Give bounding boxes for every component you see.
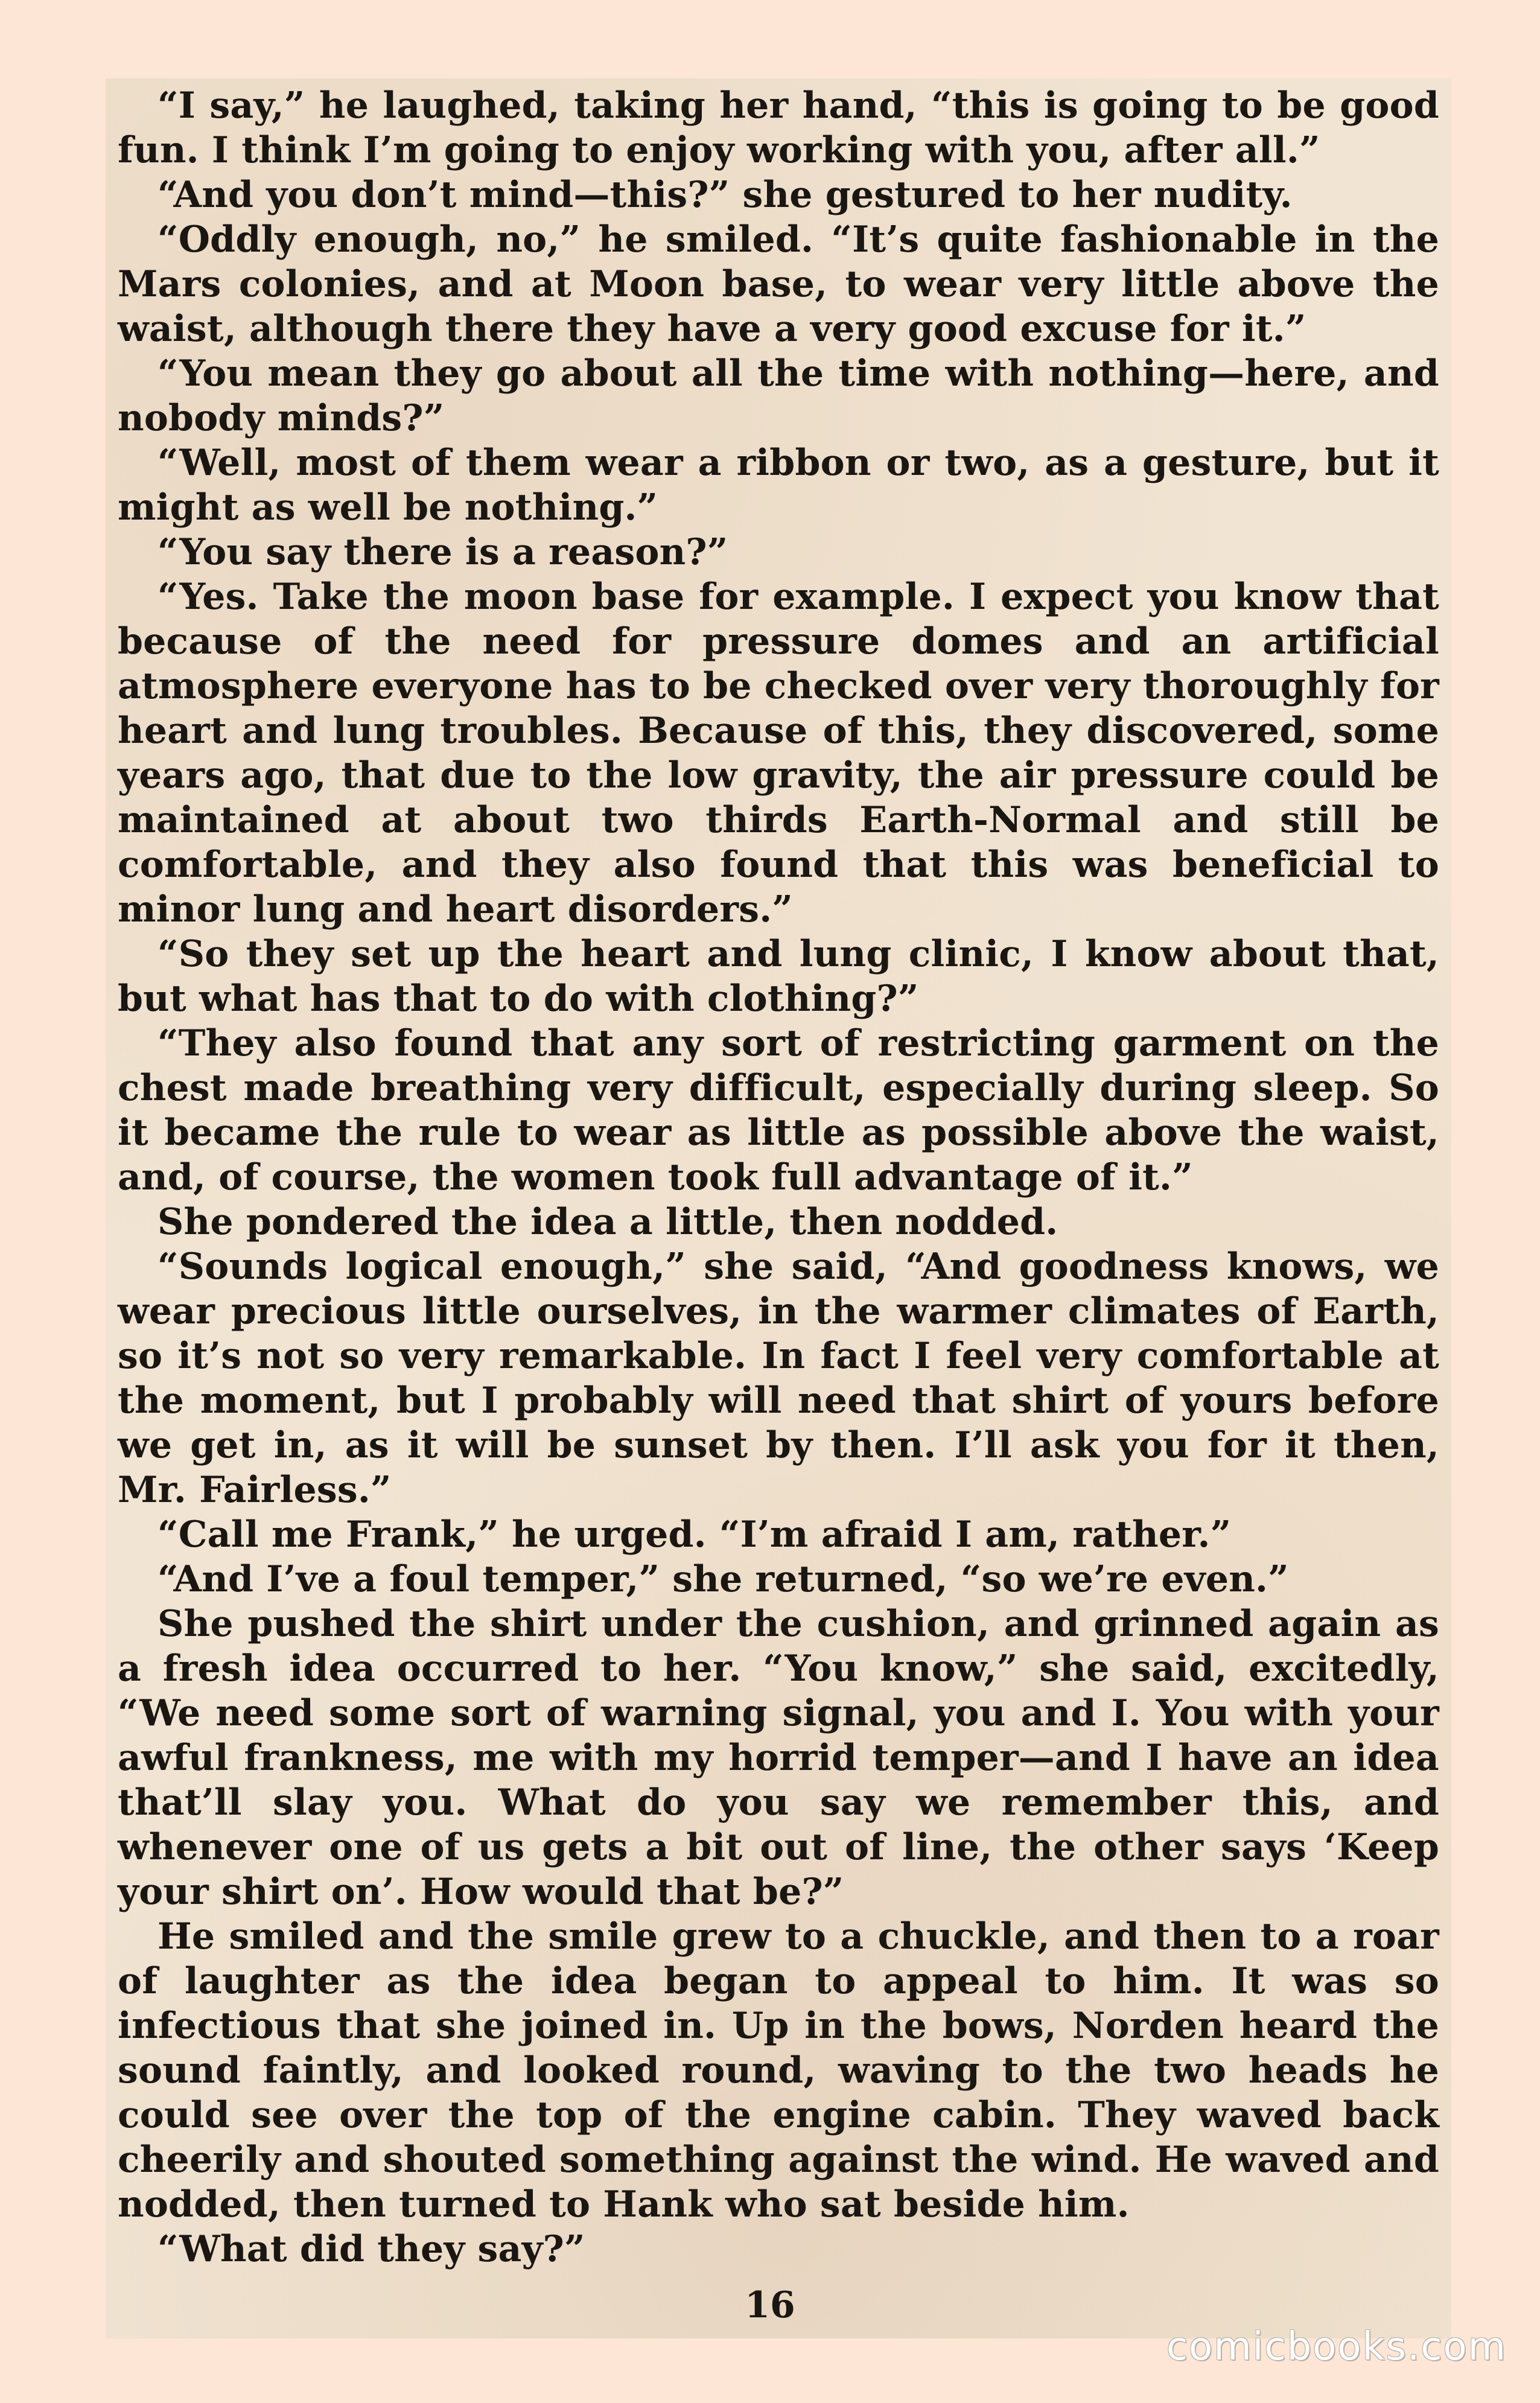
paragraph: She pondered the idea a little, then nodded. <box>158 1201 1058 1243</box>
paragraph: “Sounds logical enough,” she said, “And goodness knows, we wear precious little ourselves, in the warmer climates of Earth, so it’s not so very remarkable. In fact I feel very comfortable at the moment, but I probably will need that shirt of yours before we get in, as it will be sunset by then. I’ll ask you for it then, Mr. Fairless.” <box>118 1246 1439 1511</box>
paragraph: “I say,” he laughed, taking her hand, “this is going to be good fun. I think I’m going to enjoy working with you, after all.” <box>118 84 1439 171</box>
page-number: 16 <box>745 2284 795 2326</box>
watermark: comicbooks.com <box>1166 2325 1507 2369</box>
paragraph: “So they set up the heart and lung clinic, I know about that, but what has that to do with clothing?” <box>118 933 1439 1020</box>
paragraph: “You mean they go about all the time with nothing—here, and nobody minds?” <box>118 352 1439 439</box>
paragraph: “Yes. Take the moon base for example. I expect you know that because of the need for pressure domes and an artificial atmosphere everyone has to be checked over very thoroughly for heart and lung troubles. Because of this, they discovered, some years ago, that due to the low gravity, the air pressure could be maintained at about two thirds Earth-Normal and still be comfortable, and they also found that this was beneficial to minor lung and heart disorders.” <box>118 576 1439 931</box>
paragraph: “They also found that any sort of restricting garment on the chest made breathing very difficult, especially during sleep. So it became the rule to wear as little as possible above the waist, and, of course, the women took full advantage of it.” <box>118 1022 1439 1198</box>
paragraph: “Well, most of them wear a ribbon or two, as a gesture, but it might as well be nothing.” <box>118 442 1439 529</box>
paragraph: “And I’ve a foul temper,” she returned, “so we’re even.” <box>158 1558 1289 1600</box>
body-text <box>118 83 1439 2271</box>
paragraph: “What did they say?” <box>158 2228 585 2270</box>
paragraph: “Call me Frank,” he urged. “I’m afraid I am, rather.” <box>158 1513 1232 1556</box>
paragraph: He smiled and the smile grew to a chuckle, and then to a roar of laughter as the idea began to appeal to him. It was so infectious that she joined in. Up in the bows, Norden heard the sound faintly, and looked round, waving to the two heads he could see over the top of the engine cabin. They waved back cheerily and shouted something against the wind. He waved and nodded, then turned to Hank who sat beside him. <box>118 1915 1439 2226</box>
paragraph: “And you don’t mind—this?” she gestured to her nudity. <box>158 174 1293 216</box>
paragraph: “You say there is a reason?” <box>158 531 728 573</box>
paragraph: “Oddly enough, no,” he smiled. “It’s quite fashionable in the Mars colonies, and at Moon base, to wear very little above the waist, although there they have a very good excuse for it.” <box>118 218 1439 350</box>
paragraph: She pushed the shirt under the cushion, and grinned again as a fresh idea occurred to her. “You know,” she said, excitedly, “We need some sort of warning signal, you and I. You with your awful frankness, me with my horrid temper—and I have an idea that’ll slay you. What do you say we remember this, and whenever one of us gets a bit out of line, the other says ‘Keep your shirt on’. How would that be?” <box>118 1603 1439 1913</box>
